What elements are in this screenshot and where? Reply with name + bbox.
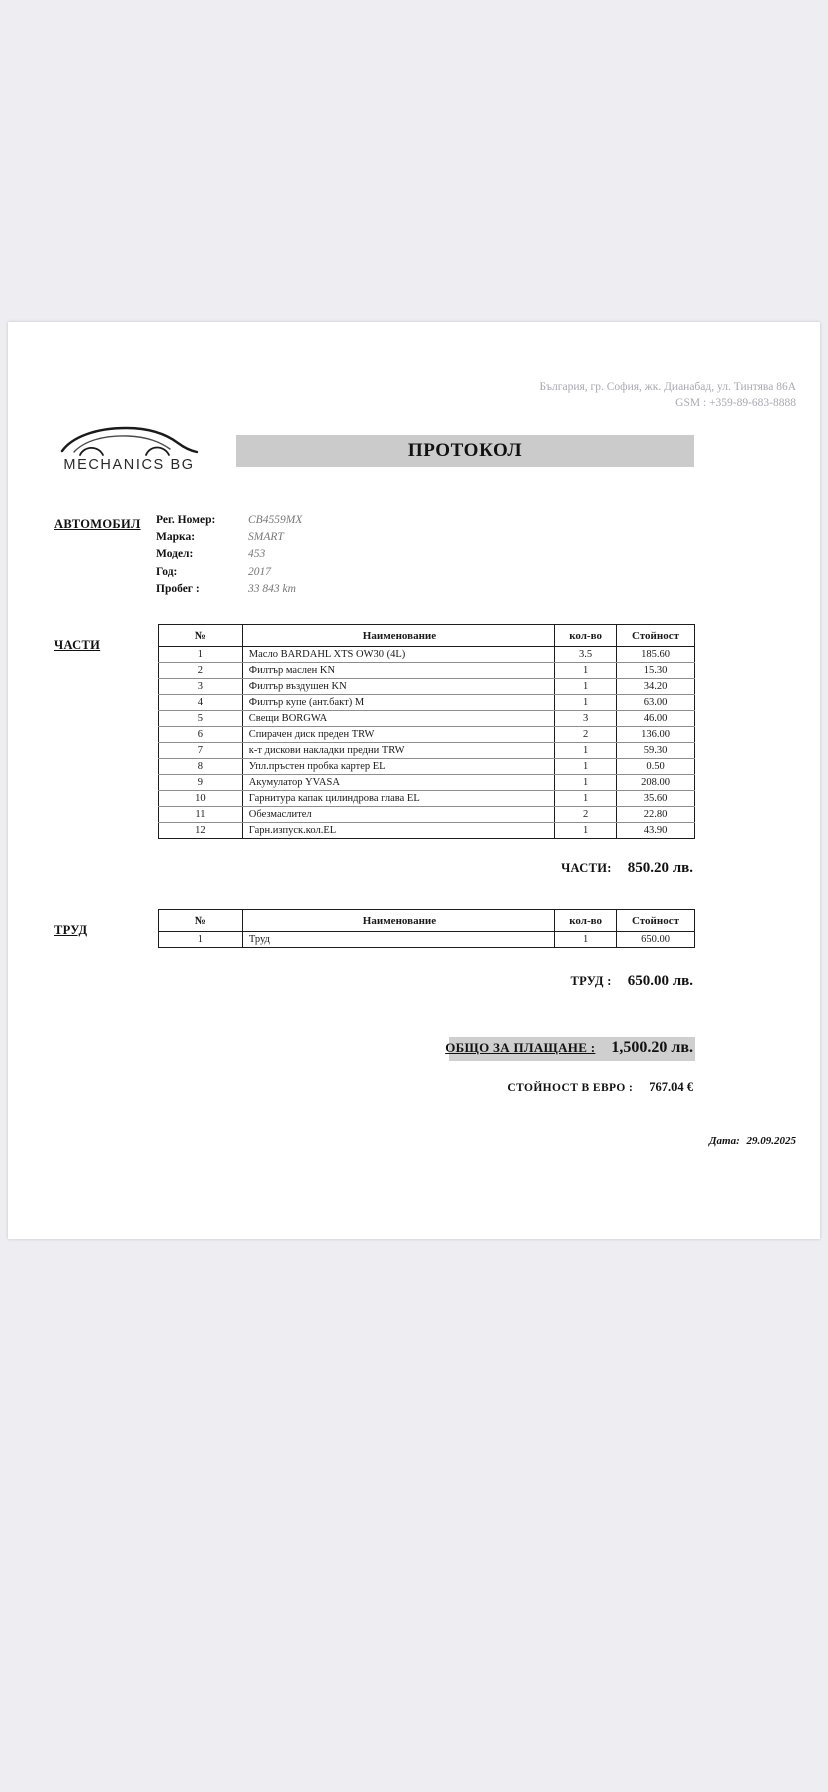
cell-price: 650.00	[617, 932, 695, 948]
vehicle-field-value: SMART	[248, 531, 284, 544]
cell-name: Обезмаслител	[242, 807, 554, 823]
vehicle-field-value: 2017	[248, 565, 271, 578]
table-row	[159, 743, 695, 759]
euro-total-label: СТОЙНОСТ В ЕВРО :	[507, 1082, 634, 1094]
vehicle-field-key: Год:	[156, 565, 178, 578]
table-row	[159, 695, 695, 711]
labor-total	[570, 972, 693, 990]
cell-no: 11	[159, 807, 243, 823]
cell-no: 7	[159, 743, 243, 759]
company-logo	[54, 425, 204, 473]
cell-price: 185.60	[617, 647, 695, 663]
vehicle-field-value: CB4559MX	[248, 514, 303, 526]
labor-total-value: 650.00 лв.	[627, 973, 693, 989]
parts-total-label: ЧАСТИ:	[561, 861, 612, 875]
table-row	[159, 791, 695, 807]
vehicle-field-key: Пробег :	[156, 582, 200, 595]
cell-no: 5	[159, 711, 243, 727]
cell-qty: 1	[555, 679, 617, 695]
vehicle-field-row	[156, 530, 302, 547]
table-row	[159, 711, 695, 727]
cell-price: 35.60	[617, 791, 695, 807]
document-title-bar	[236, 435, 694, 467]
cell-qty: 1	[555, 791, 617, 807]
cell-price: 59.30	[617, 743, 695, 759]
grand-total-label: ОБЩО ЗА ПЛАЩАНЕ :	[445, 1040, 596, 1055]
cell-no: 6	[159, 727, 243, 743]
cell-qty: 1	[555, 743, 617, 759]
vehicle-info-table	[156, 513, 302, 599]
table-row	[159, 759, 695, 775]
cell-name: Масло BARDAHL XTS OW30 (4L)	[242, 647, 554, 663]
grand-total	[445, 1039, 693, 1057]
cell-name: Упл.пръстен пробка картер EL	[242, 759, 554, 775]
cell-qty: 1	[555, 759, 617, 775]
cell-price: 34.20	[617, 679, 695, 695]
table-row	[159, 775, 695, 791]
euro-total	[507, 1078, 693, 1096]
cell-qty: 1	[555, 823, 617, 839]
vehicle-field-key: Модел:	[156, 548, 194, 561]
parts-total	[561, 859, 693, 877]
vehicle-field-row	[156, 582, 302, 599]
cell-name: Гарн.изпуск.кол.EL	[242, 823, 554, 839]
cell-price: 0.50	[617, 759, 695, 775]
cell-name: Свещи BORGWA	[242, 711, 554, 727]
cell-no: 9	[159, 775, 243, 791]
document-date-label: Дата:	[709, 1135, 740, 1147]
cell-no: 2	[159, 663, 243, 679]
table-row	[159, 663, 695, 679]
section-label-vehicle: АВТОМОБИЛ	[54, 517, 141, 531]
cell-no: 4	[159, 695, 243, 711]
cell-price: 15.30	[617, 663, 695, 679]
cell-name: Гарнитура капак цилиндрова глава EL	[242, 791, 554, 807]
vehicle-field-row	[156, 513, 302, 530]
page-title: ПРОТОКОЛ	[407, 440, 523, 461]
parts-table	[158, 624, 695, 839]
column-header-qty: кол-во	[555, 625, 617, 647]
cell-name: к-т дискови накладки предни TRW	[242, 743, 554, 759]
cell-no: 12	[159, 823, 243, 839]
company-address: България, гр. София, жк. Дианабад, ул. Тинтява 86А	[539, 381, 796, 393]
cell-no: 1	[159, 647, 243, 663]
car-silhouette-icon	[54, 425, 204, 459]
parts-table-header-row	[159, 625, 695, 647]
column-header-price: Стойност	[617, 625, 695, 647]
cell-name: Филтър въздушен KN	[242, 679, 554, 695]
cell-qty: 1	[555, 775, 617, 791]
table-row	[159, 807, 695, 823]
cell-price: 22.80	[617, 807, 695, 823]
document-date	[709, 1135, 796, 1147]
cell-no: 10	[159, 791, 243, 807]
company-logo-text: MECHANICS BG	[63, 457, 195, 473]
cell-qty: 3.5	[555, 647, 617, 663]
cell-price: 46.00	[617, 711, 695, 727]
company-phone: GSM : +359-89-683-8888	[675, 396, 796, 409]
labor-table	[158, 909, 695, 948]
document-date-value: 29.09.2025	[746, 1135, 796, 1147]
table-row	[159, 647, 695, 663]
column-header-name: Наименование	[242, 910, 554, 932]
cell-no: 1	[159, 932, 243, 948]
euro-total-value: 767.04 €	[649, 1080, 693, 1094]
document-page	[8, 322, 820, 1239]
cell-price: 208.00	[617, 775, 695, 791]
section-label-parts: ЧАСТИ	[54, 638, 101, 652]
section-label-labor: ТРУД	[54, 923, 88, 937]
cell-name: Спирачен диск преден TRW	[242, 727, 554, 743]
vehicle-field-row	[156, 547, 302, 564]
column-header-price: Стойност	[617, 910, 695, 932]
cell-name: Филтър купе (ант.бакт) M	[242, 695, 554, 711]
cell-qty: 1	[555, 932, 617, 948]
parts-total-value: 850.20 лв.	[627, 860, 693, 876]
cell-qty: 2	[555, 727, 617, 743]
company-contact-block	[539, 380, 796, 411]
column-header-no: №	[159, 910, 243, 932]
table-row	[159, 823, 695, 839]
cell-name: Филтър маслен KN	[242, 663, 554, 679]
cell-qty: 2	[555, 807, 617, 823]
cell-price: 43.90	[617, 823, 695, 839]
cell-no: 8	[159, 759, 243, 775]
labor-table-header-row	[159, 910, 695, 932]
vehicle-field-value: 33 843 km	[248, 582, 296, 595]
cell-qty: 1	[555, 695, 617, 711]
cell-qty: 1	[555, 663, 617, 679]
table-row	[159, 932, 695, 948]
labor-total-label: ТРУД :	[570, 974, 612, 988]
cell-price: 63.00	[617, 695, 695, 711]
table-row	[159, 679, 695, 695]
cell-no: 3	[159, 679, 243, 695]
vehicle-field-key: Марка:	[156, 531, 196, 544]
vehicle-field-value: 453	[248, 548, 266, 561]
cell-name: Акумулатор YVASA	[242, 775, 554, 791]
grand-total-value: 1,500.20 лв.	[611, 1039, 693, 1056]
column-header-no: №	[159, 625, 243, 647]
column-header-qty: кол-во	[555, 910, 617, 932]
cell-price: 136.00	[617, 727, 695, 743]
vehicle-field-row	[156, 565, 302, 582]
column-header-name: Наименование	[242, 625, 554, 647]
cell-name: Труд	[242, 932, 554, 948]
vehicle-field-key: Рег. Номер:	[156, 514, 216, 526]
cell-qty: 3	[555, 711, 617, 727]
table-row	[159, 727, 695, 743]
